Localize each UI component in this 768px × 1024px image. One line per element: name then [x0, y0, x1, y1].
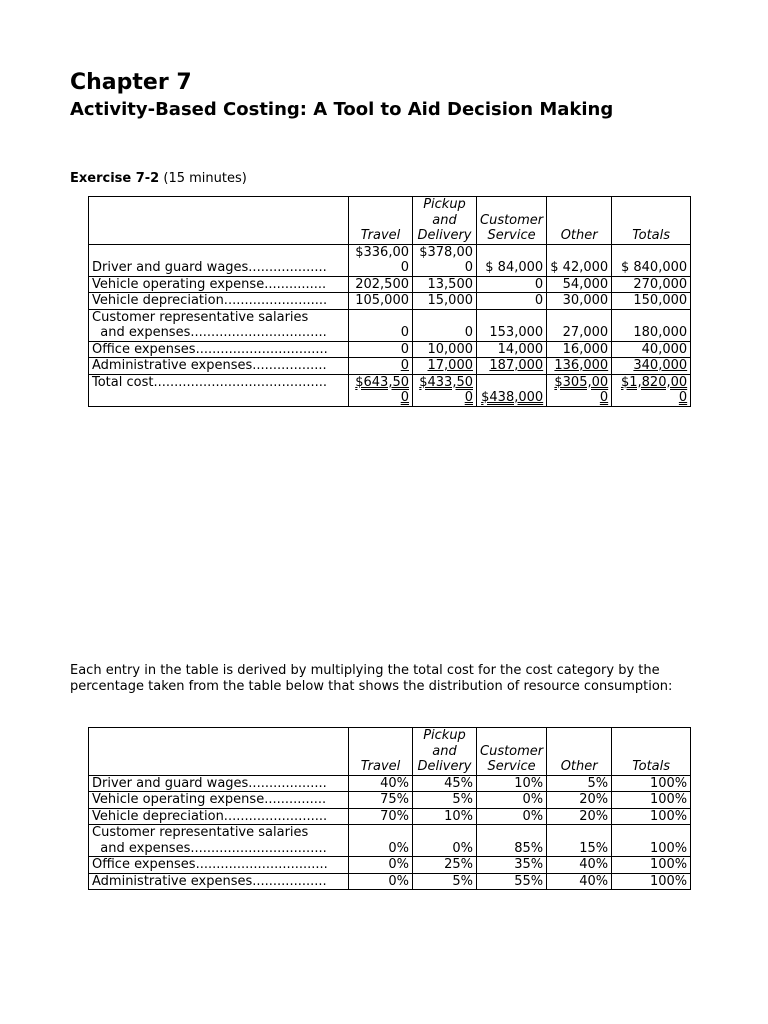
- row-label: Vehicle operating expense...............: [89, 792, 349, 809]
- cell: 0%: [349, 873, 413, 890]
- cell: 40%: [547, 857, 612, 874]
- row-label: [89, 825, 349, 857]
- cell: $336,000: [349, 244, 413, 276]
- row-label: Administrative expenses..................: [89, 358, 349, 375]
- row-label-line1: Customer representative salaries: [92, 825, 309, 840]
- table-row: [89, 293, 691, 310]
- header-blank: [89, 728, 349, 776]
- row-label: Vehicle operating expense...............: [89, 276, 349, 293]
- table-row: [89, 825, 691, 857]
- cell: $305,000: [547, 374, 612, 406]
- cell: 55%: [477, 873, 547, 890]
- row-label-line2: and expenses.................................: [92, 325, 327, 340]
- row-label: Total cost..........................................: [89, 374, 349, 406]
- cell: 153,000: [477, 309, 547, 341]
- resource-distribution-table: [88, 727, 691, 890]
- row-label: Office expenses................................: [89, 857, 349, 874]
- header-customer-service: Customer Service: [477, 197, 547, 245]
- cell: 100%: [612, 873, 691, 890]
- cell: 0%: [477, 808, 547, 825]
- exercise-time: (15 minutes): [163, 171, 247, 186]
- cell: 0: [477, 293, 547, 310]
- cell: 105,000: [349, 293, 413, 310]
- cell: $1,820,000: [612, 374, 691, 406]
- cell: 100%: [612, 857, 691, 874]
- chapter-heading: Chapter 7: [70, 70, 192, 95]
- cell: 0%: [349, 857, 413, 874]
- table-row: [89, 792, 691, 809]
- cell: $438,000: [477, 374, 547, 406]
- header-travel: Travel: [349, 728, 413, 776]
- cell: 202,500: [349, 276, 413, 293]
- row-label: Administrative expenses..................: [89, 873, 349, 890]
- row-label-line2: and expenses.................................: [92, 840, 327, 856]
- cell: 100%: [612, 825, 691, 857]
- cell: 180,000: [612, 309, 691, 341]
- cell: $ 840,000: [612, 244, 691, 276]
- cell: 20%: [547, 792, 612, 809]
- cell: 40,000: [612, 341, 691, 358]
- cell: 0: [413, 309, 477, 341]
- row-label: Driver and guard wages...................: [89, 244, 349, 276]
- cell: 40%: [349, 775, 413, 792]
- cell: 136,000: [547, 358, 612, 375]
- cell: $ 42,000: [547, 244, 612, 276]
- header-pickup-delivery: Pickup and Delivery: [413, 728, 477, 776]
- header-totals: Totals: [612, 728, 691, 776]
- row-label: [89, 309, 349, 341]
- table-row: [89, 276, 691, 293]
- table-header-row: [89, 728, 691, 776]
- cell: 5%: [547, 775, 612, 792]
- table-row: [89, 873, 691, 890]
- cell: 27,000: [547, 309, 612, 341]
- cell: 5%: [413, 873, 477, 890]
- cell: 150,000: [612, 293, 691, 310]
- cell: 13,500: [413, 276, 477, 293]
- cell: $ 84,000: [477, 244, 547, 276]
- cell: 54,000: [547, 276, 612, 293]
- row-label: Vehicle depreciation.........................: [89, 293, 349, 310]
- cell: 0%: [413, 825, 477, 857]
- cell: 100%: [612, 792, 691, 809]
- cell: 15,000: [413, 293, 477, 310]
- cell: $433,500: [413, 374, 477, 406]
- table-row: [89, 775, 691, 792]
- header-customer-service: Customer Service: [477, 728, 547, 776]
- cell: 10,000: [413, 341, 477, 358]
- chapter-title: Activity-Based Costing: A Tool to Aid Decision Making: [70, 99, 614, 120]
- cell: $378,000: [413, 244, 477, 276]
- header-blank: [89, 197, 349, 245]
- table-row: [89, 358, 691, 375]
- cost-allocation-table: [88, 196, 691, 407]
- table-row: [89, 341, 691, 358]
- cell: 45%: [413, 775, 477, 792]
- cell: $643,500: [349, 374, 413, 406]
- row-label: Vehicle depreciation.........................: [89, 808, 349, 825]
- header-pickup-delivery: Pickup and Delivery: [413, 197, 477, 245]
- exercise-label: [70, 171, 247, 186]
- header-other: Other: [547, 197, 612, 245]
- cell: 16,000: [547, 341, 612, 358]
- exercise-number: Exercise 7-2: [70, 171, 160, 186]
- cell: 10%: [413, 808, 477, 825]
- table-row: [89, 244, 691, 276]
- cell: 35%: [477, 857, 547, 874]
- cell: 14,000: [477, 341, 547, 358]
- cell: 30,000: [547, 293, 612, 310]
- cell: 100%: [612, 808, 691, 825]
- cell: 15%: [547, 825, 612, 857]
- explanation-paragraph: Each entry in the table is derived by multiplying the total cost for the cost category by the percentage taken from the table below that shows the distribution of resource consumption:: [70, 663, 673, 694]
- header-travel: Travel: [349, 197, 413, 245]
- cell: 0: [349, 358, 413, 375]
- cell: 75%: [349, 792, 413, 809]
- cell: 187,000: [477, 358, 547, 375]
- cell: 100%: [612, 775, 691, 792]
- table-row-total: [89, 374, 691, 406]
- header-other: Other: [547, 728, 612, 776]
- row-label-line1: Customer representative salaries: [92, 309, 309, 325]
- cell: 40%: [547, 873, 612, 890]
- cell: 70%: [349, 808, 413, 825]
- cell: 10%: [477, 775, 547, 792]
- cell: 85%: [477, 825, 547, 857]
- row-label: Office expenses................................: [89, 341, 349, 358]
- table-header-row: [89, 197, 691, 245]
- cell: 20%: [547, 808, 612, 825]
- cell: 0%: [349, 825, 413, 857]
- cell: 340,000: [612, 358, 691, 375]
- cell: 5%: [413, 792, 477, 809]
- table-row: [89, 309, 691, 341]
- table-row: [89, 808, 691, 825]
- cell: 270,000: [612, 276, 691, 293]
- header-totals: Totals: [612, 197, 691, 245]
- table-row: [89, 857, 691, 874]
- cell: 0%: [477, 792, 547, 809]
- cell: 0: [349, 309, 413, 341]
- row-label: Driver and guard wages...................: [89, 775, 349, 792]
- cell: 25%: [413, 857, 477, 874]
- cell: 0: [349, 341, 413, 358]
- cell: 17,000: [413, 358, 477, 375]
- cell: 0: [477, 276, 547, 293]
